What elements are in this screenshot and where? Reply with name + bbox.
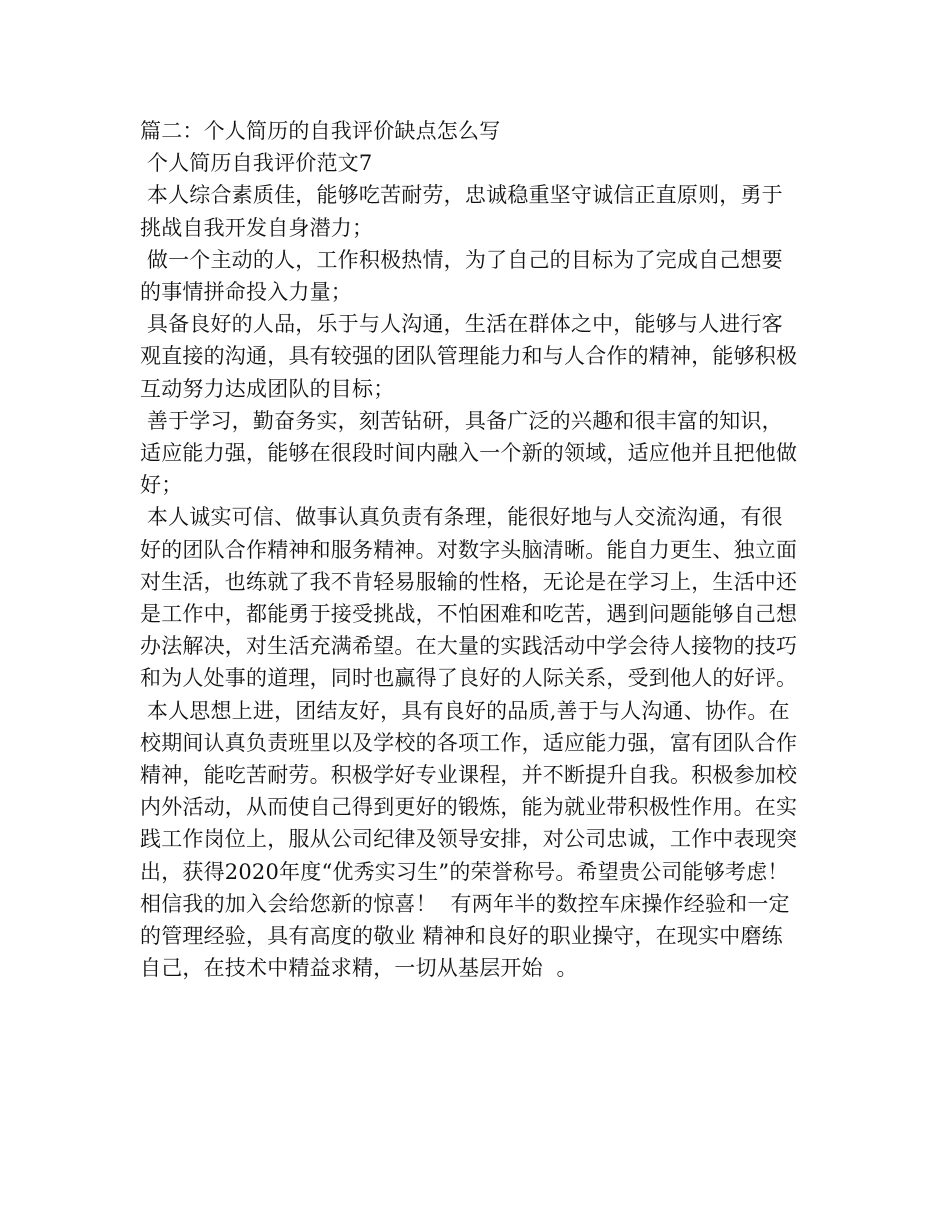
text-line: 和为人处事的道理，同时也赢得了良好的人际关系，受到他人的好评。 (140, 666, 798, 691)
text-line: 的事情拼命投入力量； (140, 280, 352, 305)
text-line: 自己，在技术中精益求精，一切从基层开始 。 (140, 956, 578, 981)
text-line: 精神，能吃苦耐劳。积极学好专业课程，并不断提升自我。积极参加校 (140, 763, 798, 788)
heading-sample: 个人简历自我评价范文7 (140, 151, 373, 176)
text-line: 做一个主动的人，工作积极热情，为了自己的目标为了完成自己想要 (140, 247, 783, 272)
text-line: 对生活，也练就了我不肯轻易服输的性格，无论是在学习上，生活中还 (140, 569, 798, 594)
text-line: 内外活动，从而使自己得到更好的锻炼，能为就业带积极性作用。在实 (140, 795, 798, 820)
heading-chapter: 篇二：个人简历的自我评价缺点怎么写 (140, 119, 501, 143)
text-line: 本人综合素质佳，能够吃苦耐劳，忠诚稳重坚守诚信正直原则，勇于 (140, 183, 783, 208)
text-line: 本人思想上进，团结友好，具有良好的品质,善于与人沟通、协作。在 (140, 698, 790, 723)
text-line: 办法解决，对生活充满希望。在大量的实践活动中学会待人接物的技巧 (140, 634, 798, 659)
text-line: 互动努力达成团队的目标； (140, 376, 395, 401)
text-line: 观直接的沟通，具有较强的团队管理能力和与人合作的精神，能够积极 (140, 344, 798, 369)
text-line: 校期间认真负责班里以及学校的各项工作，适应能力强，富有团队合作 (140, 730, 798, 755)
text-line: 出，获得2020年度“优秀实习生”的荣誉称号。希望贵公司能够考虑！ (140, 859, 789, 884)
text-line: 践工作岗位上，服从公司纪律及领导安排，对公司忠诚，工作中表现突 (140, 827, 798, 852)
text-line: 相信我的加入会给您新的惊喜！ 有两年半的数控车床操作经验和一定 (140, 891, 790, 916)
text-line: 善于学习，勤奋务实，刻苦钻研，具备广泛的兴趣和很丰富的知识， (140, 408, 783, 433)
document-page (140, 115, 830, 984)
text-line: 好； (140, 473, 183, 498)
text-line: 挑战自我开发自身潜力； (140, 215, 374, 240)
text-line: 是工作中，都能勇于接受挑战，不怕困难和吃苦，遇到问题能够自己想 (140, 602, 798, 627)
text-line: 本人诚实可信、做事认真负责有条理，能很好地与人交流沟通，有很 (140, 505, 783, 530)
text-line: 的管理经验，具有高度的敬业 精神和良好的职业操守，在现实中磨练 (140, 924, 783, 949)
text-line: 好的团队合作精神和服务精神。对数字头脑清晰。能自力更生、独立面 (140, 537, 798, 562)
text-line: 适应能力强，能够在很段时间内融入一个新的领域，适应他并且把他做 (140, 441, 798, 466)
text-line: 具备良好的人品，乐于与人沟通，生活在群体之中，能够与人进行客 (140, 312, 783, 337)
